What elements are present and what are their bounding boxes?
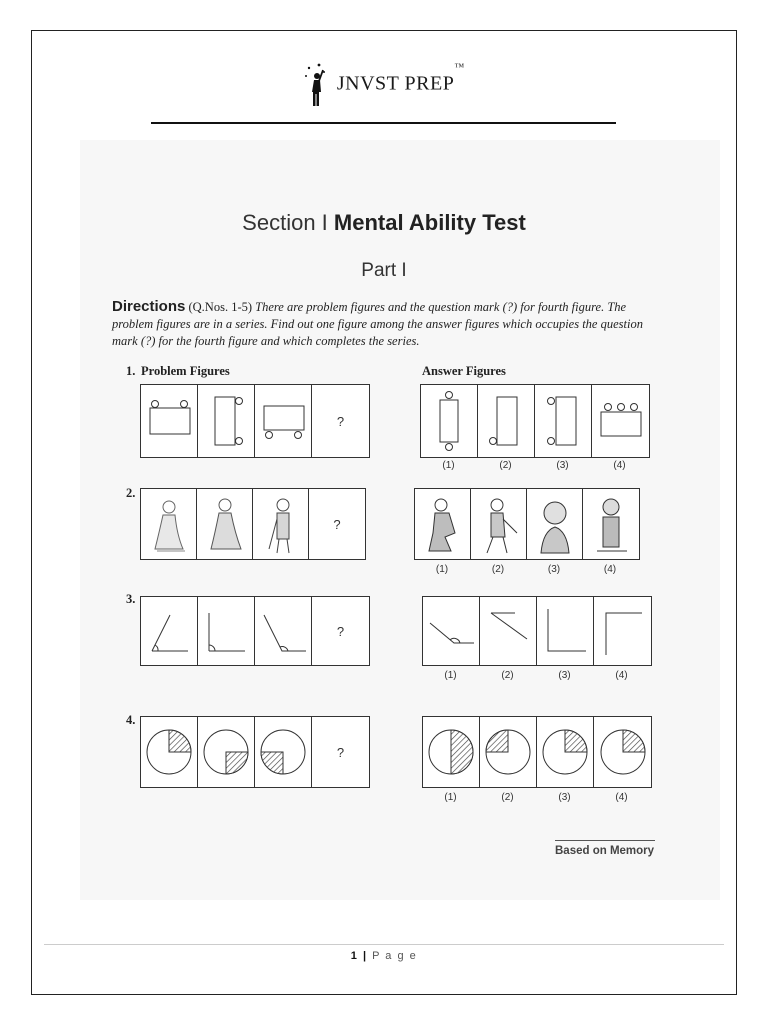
directions-ref: (Q.Nos. 1-5) [188, 300, 253, 314]
directions-lead: Directions [112, 298, 186, 315]
answer-label: (2) [501, 670, 514, 681]
q1-answer-fig-2[interactable] [478, 385, 535, 457]
directions [112, 298, 660, 350]
q2-problem-fig-3 [253, 489, 309, 559]
page-footer [0, 950, 768, 962]
question-mark: ? [336, 413, 345, 429]
q3-answer-fig-3[interactable] [537, 597, 594, 665]
q1-problem-fig-1 [141, 385, 198, 457]
answer-label: (2) [499, 460, 512, 471]
q3-problem-fig-3 [255, 597, 312, 665]
answer-label: (3) [558, 792, 571, 803]
q3-problem-fig-1 [141, 597, 198, 665]
memory-divider [555, 840, 655, 841]
q1-answer-labels [420, 460, 648, 471]
q2-problem-fig-1 [141, 489, 197, 559]
q1-problem-figures [140, 384, 370, 458]
question-mark: ? [336, 744, 345, 760]
q4-answer-fig-3[interactable] [537, 717, 594, 787]
answer-label: (1) [435, 564, 449, 575]
answer-figures-heading: Answer Figures [422, 364, 506, 378]
section-prefix: Section I [242, 210, 328, 235]
q4-question-cell [312, 717, 369, 787]
question-number: 3. [126, 592, 136, 606]
q4-answer-fig-2[interactable] [480, 717, 537, 787]
q1-problem-fig-3 [255, 385, 312, 457]
answer-label: (1) [444, 670, 457, 681]
question-number: 2. [126, 486, 136, 500]
answer-label: (3) [558, 670, 571, 681]
q1-problem-fig-2 [198, 385, 255, 457]
question-mark: ? [336, 623, 345, 639]
directions-text: There are problem figures and the question mark (?) for fourth figure. The problem figures are in a series. Find out one figure among the answer figures which occupies the question mark (?) for the fourth figure and which completes the series. [112, 300, 643, 348]
q1-answer-fig-3[interactable] [535, 385, 592, 457]
part-title: Part I [361, 260, 407, 281]
question-number: 4. [126, 713, 136, 727]
q4-answer-labels [422, 792, 650, 803]
question-number: 1. [126, 364, 136, 378]
q4-answer-figures [422, 716, 652, 788]
q1-question-cell [312, 385, 369, 457]
based-on-memory-note: Based on Memory [555, 845, 655, 857]
section-title [0, 210, 768, 236]
q3-answer-figures [422, 596, 652, 666]
q2-answer-fig-1[interactable] [415, 489, 471, 559]
answer-label: (4) [615, 792, 628, 803]
answer-label: (3) [547, 564, 561, 575]
answer-label: (2) [491, 564, 505, 575]
page-number: 1 [350, 950, 359, 962]
q4-problem-figures [140, 716, 370, 788]
problem-figures-heading: Problem Figures [141, 364, 230, 378]
q2-answer-fig-3[interactable] [527, 489, 583, 559]
logo-text: JNVST PREP [336, 72, 455, 95]
trademark: ™ [454, 62, 465, 73]
q2-problem-fig-2 [197, 489, 253, 559]
q1-answer-fig-4[interactable] [592, 385, 649, 457]
q3-answer-fig-4[interactable] [594, 597, 651, 665]
q1-answer-fig-1[interactable] [421, 385, 478, 457]
q3-answer-fig-1[interactable] [423, 597, 480, 665]
answer-label: (1) [442, 460, 455, 471]
footer-separator: | [362, 950, 368, 962]
section-name: Mental Ability Test [333, 210, 526, 235]
q4-problem-fig-2 [198, 717, 255, 787]
q2-answer-labels [414, 564, 638, 575]
answer-label: (3) [556, 460, 569, 471]
footer-divider [44, 944, 724, 945]
answer-label: (4) [613, 460, 626, 471]
q4-problem-fig-1 [141, 717, 198, 787]
q3-problem-fig-2 [198, 597, 255, 665]
q3-answer-fig-2[interactable] [480, 597, 537, 665]
page-word: P a g e [372, 950, 418, 962]
answer-label: (4) [603, 564, 617, 575]
q2-answer-fig-4[interactable] [583, 489, 639, 559]
q4-problem-fig-3 [255, 717, 312, 787]
answer-label: (2) [501, 792, 514, 803]
q3-answer-labels [422, 670, 650, 681]
answer-label: (4) [615, 670, 628, 681]
logo-divider [151, 122, 616, 124]
q2-problem-figures [140, 488, 366, 560]
q2-question-cell [309, 489, 365, 559]
answer-label: (1) [444, 792, 457, 803]
q3-question-cell [312, 597, 369, 665]
q4-answer-fig-4[interactable] [594, 717, 651, 787]
logo [0, 62, 768, 108]
question-mark: ? [333, 516, 341, 532]
q2-answer-figures [414, 488, 640, 560]
person-logo-icon [303, 62, 329, 108]
q2-answer-fig-2[interactable] [471, 489, 527, 559]
q4-answer-fig-1[interactable] [423, 717, 480, 787]
q3-problem-figures [140, 596, 370, 666]
q1-answer-figures [420, 384, 650, 458]
